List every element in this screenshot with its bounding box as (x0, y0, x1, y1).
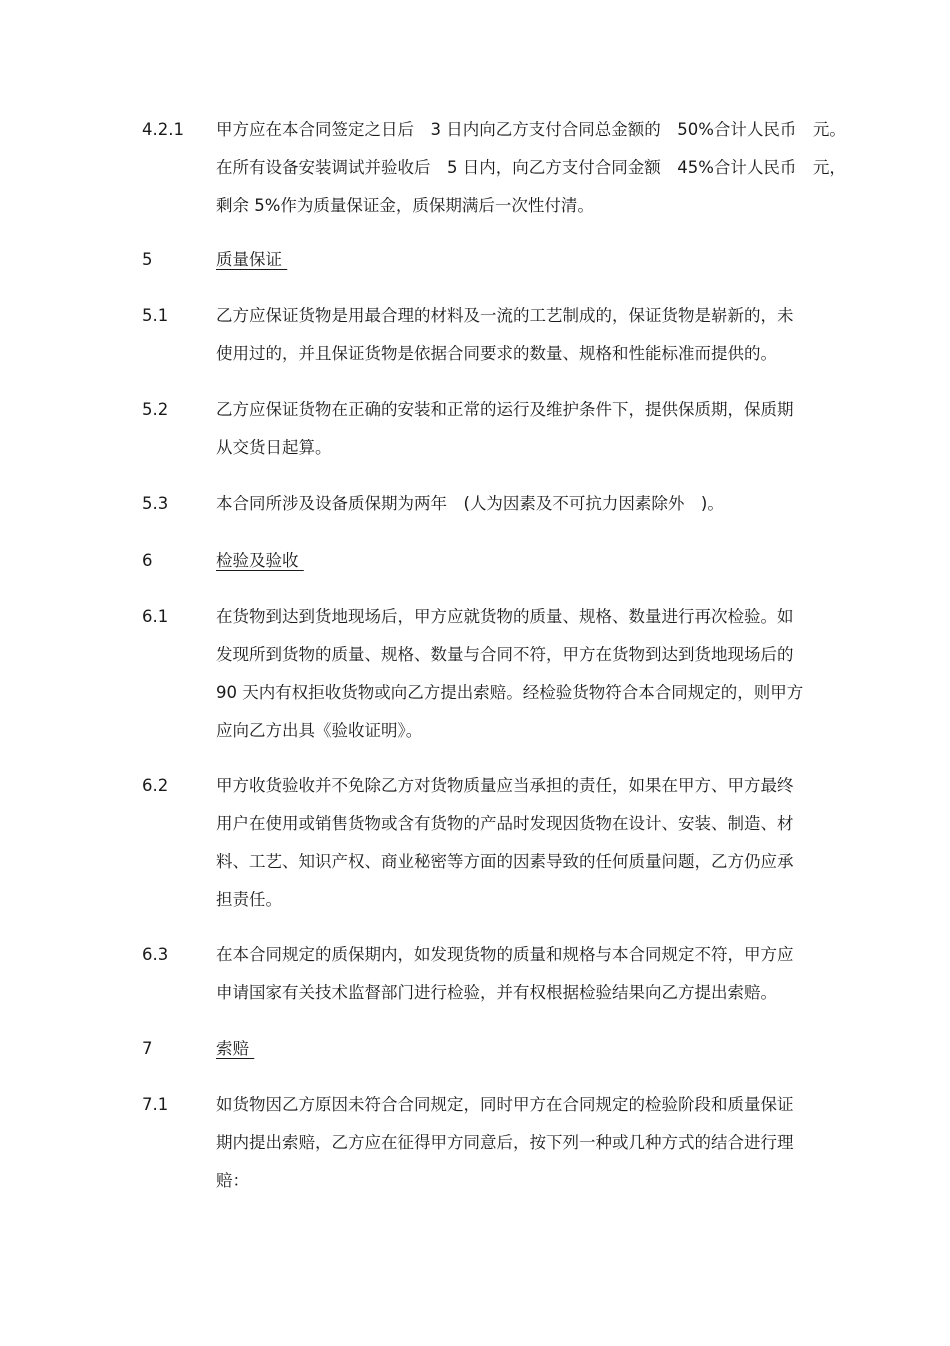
text-line: 乙方应保证货物是用最合理的材料及一流的工艺制成的，保证货物是崭新的，未 (216, 306, 794, 325)
text-line: 赔： (216, 1171, 249, 1190)
text-line: 担责任。 (216, 890, 282, 909)
text-line: 甲方收货验收并不免除乙方对货物质量应当承担的责任，如果在甲方、甲方最终 (216, 776, 794, 795)
text-line: 发现所到货物的质量、规格、数量与合同不符，甲方在货物到达到货地现场后的 (216, 645, 794, 664)
section-number-6: 6 (142, 551, 153, 570)
clause-number-6-1: 6.1 (142, 607, 169, 626)
section-heading-quality-guarantee: 质量保证 (216, 250, 288, 269)
clause-number-5-1: 5.1 (142, 306, 169, 325)
text-line: 本合同所涉及设备质保期为两年 (人为因素及不可抗力因素除外 )。 (216, 494, 724, 513)
section-number-7: 7 (142, 1039, 153, 1058)
section-heading-claims: 索赔 (216, 1039, 255, 1058)
text-line: 在货物到达到货地现场后，甲方应就货物的质量、规格、数量进行再次检验。如 (216, 607, 794, 626)
clause-number-4-2-1: 4.2.1 (142, 120, 184, 139)
clause-number-6-3: 6.3 (142, 945, 169, 964)
text-line: 在所有设备安装调试并验收后 5 日内，向乙方支付合同金额 45%合计人民币 元， (216, 158, 846, 177)
text-line: 应向乙方出具《验收证明》。 (216, 721, 423, 740)
clause-5-1-text (216, 297, 856, 373)
clause-6-1-text (216, 598, 856, 750)
text-line: 甲方应在本合同签定之日后 3 日内向乙方支付合同总金额的 50%合计人民币 元。 (216, 120, 846, 139)
clause-number-7-1: 7.1 (142, 1095, 169, 1114)
text-line: 在本合同规定的质保期内，如发现货物的质量和规格与本合同规定不符，甲方应 (216, 945, 794, 964)
text-line: 从交货日起算。 (216, 438, 332, 457)
clause-number-6-2: 6.2 (142, 776, 169, 795)
text-line: 90 天内有权拒收货物或向乙方提出索赔。经检验货物符合本合同规定的，则甲方 (216, 683, 804, 702)
text-line: 用户在使用或销售货物或含有货物的产品时发现因货物在设计、安装、制造、材 (216, 814, 794, 833)
clause-6-2-text (216, 767, 856, 919)
text-line: 申请国家有关技术监督部门进行检验，并有权根据检验结果向乙方提出索赔。 (216, 983, 777, 1002)
text-line: 期内提出索赔，乙方应在征得甲方同意后，按下列一种或几种方式的结合进行理 (216, 1133, 794, 1152)
clause-5-3-text (216, 485, 856, 523)
text-line: 乙方应保证货物在正确的安装和正常的运行及维护条件下，提供保质期，保质期 (216, 400, 794, 419)
section-number-5: 5 (142, 250, 153, 269)
clause-6-3-text (216, 936, 856, 1012)
text-line: 料、工艺、知识产权、商业秘密等方面的因素导致的任何质量问题，乙方仍应承 (216, 852, 794, 871)
clause-number-5-2: 5.2 (142, 400, 169, 419)
clause-7-1-text (216, 1086, 856, 1200)
clause-5-2-text (216, 391, 856, 467)
clause-4-2-1-text (216, 111, 856, 225)
text-line: 如货物因乙方原因未符合合同规定，同时甲方在合同规定的检验阶段和质量保证 (216, 1095, 794, 1114)
text-line: 剩余 5%作为质量保证金，质保期满后一次性付清。 (216, 196, 594, 215)
section-heading-inspection-acceptance: 检验及验收 (216, 551, 304, 570)
text-line: 使用过的，并且保证货物是依据合同要求的数量、规格和性能标准而提供的。 (216, 344, 777, 363)
clause-number-5-3: 5.3 (142, 494, 169, 513)
